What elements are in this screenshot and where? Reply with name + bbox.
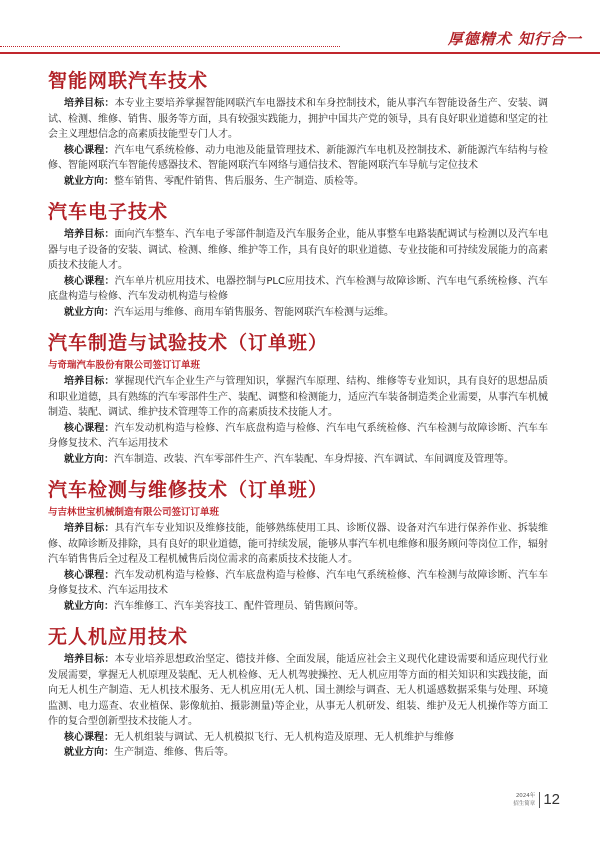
- training-goal-text: 掌握现代汽车企业生产与管理知识，掌握汽车原理、结构、维修等专业知识，具有良好的思想品质和职业道德，具有熟练的汽车零部件生产、装配、调整和检测能力，适应汽车装备制造类企业需要，从事汽车机械制造、装配、调试、维护技术管理等工作的高素质技术技能人才。: [48, 376, 549, 418]
- program-section: [48, 328, 548, 467]
- training-goal-label: 培养目标：: [64, 376, 115, 387]
- training-goal: [48, 374, 548, 421]
- employment-direction-text: 汽车维修工、汽车美容技工、配件管理员、销售顾问等。: [114, 600, 364, 612]
- program-title: 汽车制造与试验技术（订单班）: [48, 332, 329, 354]
- school-motto: 厚德精术 知行合一: [447, 30, 582, 48]
- training-goal-label: 培养目标：: [64, 98, 115, 109]
- core-courses-text: 汽车发动机构造与检修、汽车底盘构造与检修、汽车电气系统检修、汽车检测与故障诊断、汽车车身修复技术、汽车运用技术: [48, 422, 549, 449]
- training-goal: [48, 227, 548, 274]
- employment-direction: [48, 305, 548, 321]
- program-title: 无人机应用技术: [48, 626, 189, 648]
- footer-meta: [513, 792, 535, 808]
- header-dotted-line: [0, 46, 340, 47]
- core-courses-label: 核心课程：: [64, 569, 115, 581]
- footer-brochure: 招生简章: [513, 800, 536, 807]
- employment-direction: [48, 174, 548, 190]
- employment-direction-label: 就业方向：: [64, 453, 114, 465]
- core-courses-label: 核心课程：: [64, 144, 115, 156]
- footer-divider: [539, 792, 540, 808]
- core-courses: [48, 730, 548, 746]
- program-section: [48, 622, 548, 761]
- footer-year: 2024年: [515, 792, 536, 799]
- training-goal-label: 培养目标：: [64, 523, 115, 534]
- core-courses-text: 无人机组装与调试、无人机模拟飞行、无人机构造及原理、无人机维护与维修: [114, 731, 454, 743]
- core-courses-label: 核心课程：: [64, 275, 115, 287]
- core-courses: [48, 274, 548, 305]
- employment-direction-text: 生产制造、维修、售后等。: [114, 747, 234, 758]
- page-number: 12: [543, 791, 560, 808]
- employment-direction-text: 汽车制造、改装、汽车零部件生产、汽车装配、车身焊接、汽车调试、车间调度及管理等。: [114, 453, 514, 465]
- training-goal: [48, 652, 548, 730]
- employment-direction: [48, 745, 548, 761]
- page-content: [48, 66, 548, 769]
- program-partner-note: 与奇瑞汽车股份有限公司签订订单班: [48, 360, 201, 371]
- training-goal-label: 培养目标：: [64, 654, 115, 665]
- program-section: [48, 66, 548, 189]
- employment-direction-text: 汽车运用与维修、商用车销售服务、智能网联汽车检测与运维。: [114, 306, 394, 318]
- page-footer: [513, 791, 560, 808]
- training-goal: [48, 96, 548, 143]
- core-courses: [48, 568, 548, 599]
- employment-direction-label: 就业方向：: [64, 600, 114, 612]
- core-courses: [48, 143, 548, 174]
- employment-direction-label: 就业方向：: [64, 175, 114, 187]
- program-title: 汽车电子技术: [48, 201, 169, 223]
- employment-direction-text: 整车销售、零配件销售、售后服务、生产制造、质检等。: [114, 175, 364, 187]
- core-courses: [48, 421, 548, 452]
- training-goal: [48, 521, 548, 568]
- program-title: 汽车检测与维修技术（订单班）: [48, 479, 329, 501]
- core-courses-text: 汽车电气系统检修、动力电池及能量管理技术、新能源汽车电机及控制技术、新能源汽车结构与检修、智能网联汽车智能传感器技术、智能网联汽车网络与通信技术、智能网联汽车导航与定位技术: [48, 144, 549, 171]
- employment-direction: [48, 599, 548, 615]
- core-courses-text: 汽车发动机构造与检修、汽车底盘构造与检修、汽车电气系统检修、汽车检测与故障诊断、汽车车身修复技术、汽车运用技术: [48, 569, 549, 596]
- training-goal-label: 培养目标：: [64, 229, 115, 240]
- core-courses-text: 汽车单片机应用技术、电器控制与PLC应用技术、汽车检测与故障诊断、汽车电气系统检修、汽车底盘构造与检修、汽车发动机构造与检修: [48, 275, 548, 302]
- program-list: [48, 66, 548, 761]
- program-section: [48, 475, 548, 614]
- header-rule: [0, 52, 600, 54]
- training-goal-text: 具有汽车专业知识及维修技能，能够熟练使用工具、诊断仪器、设备对汽车进行保养作业、拆装维修、故障诊断及排除，具有良好的职业道德，能可持续发展，能够从事汽车机电维修和服务顾问等岗位工作，辐射汽车销售售后全过程及工程机械售后岗位需求的高素质技术技能人才。: [48, 523, 549, 565]
- employment-direction-label: 就业方向：: [64, 306, 114, 318]
- training-goal-text: 面向汽车整车、汽车电子零部件制造及汽车服务企业，能从事整车电路装配调试与检测以及汽车电器与电子设备的安装、调试、检测、维修、维护等工作，具有良好的职业道德、专业技能和可持续发展能力的高素质技术技能人才。: [48, 229, 549, 271]
- training-goal-text: 本专业主要培养掌握智能网联汽车电器技术和车身控制技术，能从事汽车智能设备生产、安装、调试、检测、维修、销售、服务等方面，具有较强实践能力，拥护中国共产党的领导，具有良好职业道德和坚定的社会主义理想信念的高素质技能型专门人才。: [48, 98, 549, 140]
- employment-direction: [48, 452, 548, 468]
- program-section: [48, 197, 548, 320]
- core-courses-label: 核心课程：: [64, 731, 114, 743]
- program-partner-note: 与吉林世宝机械制造有限公司签订订单班: [48, 507, 220, 518]
- employment-direction-label: 就业方向：: [64, 747, 114, 758]
- core-courses-label: 核心课程：: [64, 422, 115, 434]
- program-title: 智能网联汽车技术: [48, 70, 209, 92]
- training-goal-text: 本专业培养思想政治坚定、德技并修、全面发展，能适应社会主义现代化建设需要和适应现代行业发展需要，掌握无人机原理及装配、无人机检修、无人机驾驶操控、无人机应用等方面的相关知识和实践技能，面向无人机生产制造、无人机技术服务、无人机应用(无人机、国土测绘与调查、无人机遥感数据采集与处理、环境监测、电力巡查、农业植保、影像航拍、摄影测量)等企业，从事无人机研发、组装、维护及无人机操作等方面工作的复合型创新型技术技能人才。: [48, 654, 549, 727]
